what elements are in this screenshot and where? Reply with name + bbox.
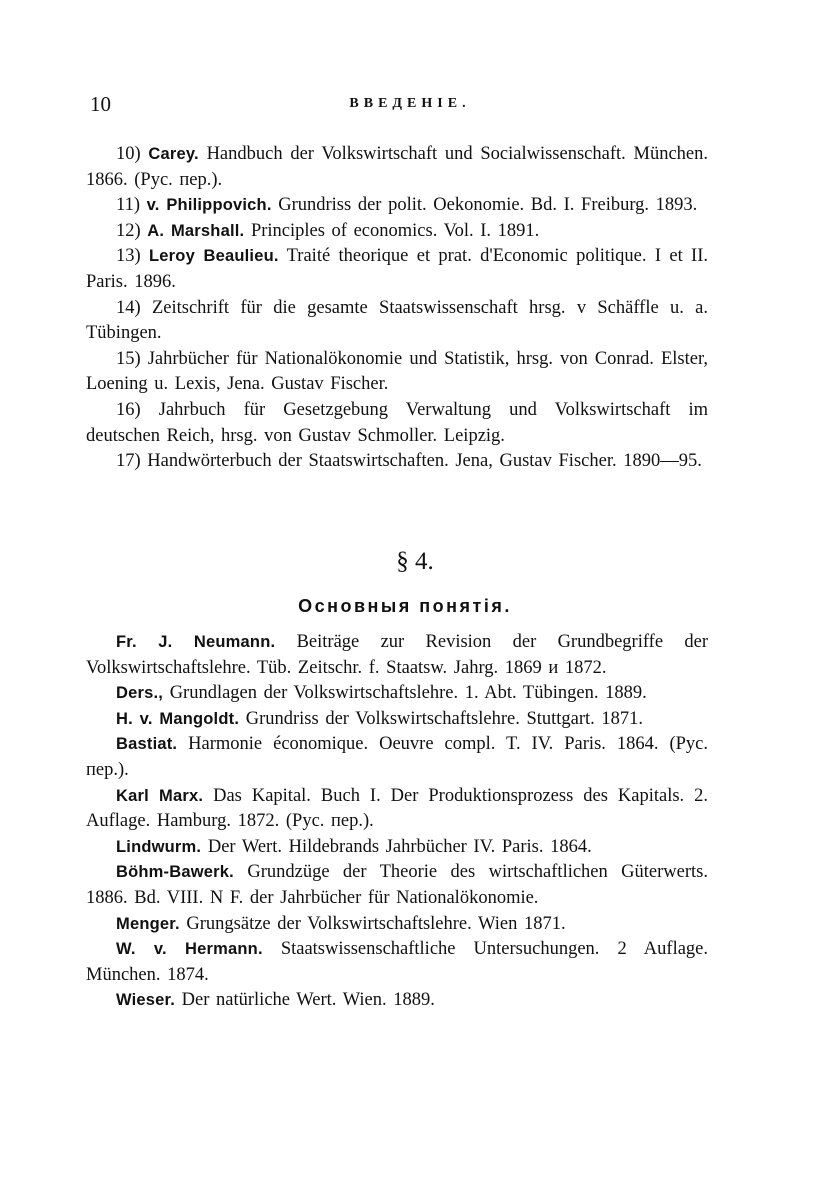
section-number: § 4. [396,548,434,575]
reference-author: Menger. [116,914,180,933]
reference-author: H. v. Mangoldt. [116,709,240,728]
reference-entry: Menger. Grungsätze der Volkswirtschaftslehre. Wien 1871. [116,913,566,934]
reference-entry: Bastiat. Harmonie économique. Oeuvre compl. T. IV. Paris. 1864. (Рус. пер.). [86,734,708,780]
reference-entry: 12) A. Marshall. Principles of economics. Vol. I. 1891. [116,220,540,241]
reference-entry: Lindwurm. Der Wert. Hildebrands Jahrbücher IV. Paris. 1864. [116,836,592,857]
reference-entry: 17) Handwörterbuch der Staatswirtschaften. Jena, Gustav Fischer. 1890—95. [116,451,702,472]
reference-author: A. Marshall. [147,221,245,240]
reference-author: Lindwurm. [116,837,202,856]
reference-entry: Ders., Grundlagen der Volkswirtschaftslehre. 1. Abt. Tübingen. 1889. [116,683,647,704]
reference-author: v. Philippovich. [146,196,272,215]
reference-entry: 16) Jahrbuch für Gesetzgebung Verwaltung und Volkswirtschaft im deutschen Reich, hrsg. von Gustav Schmoller. Leipzig. [86,399,708,446]
reference-author: W. v. Hermann. [116,940,263,959]
reference-author: Bastiat. [116,735,178,754]
reference-entry: Karl Marx. Das Kapital. Buch I. Der Produktionsprozess des Kapitals. 2. Auflage. Hamburg. 1872. (Рус. пер.). [86,785,708,832]
reference-entry: 11) v. Philippovich. Grundriss der polit. Oekonomie. Bd. I. Freiburg. 1893. [116,195,698,216]
reference-author: Fr. J. Neumann. [116,633,276,651]
reference-author: Ders., [116,684,164,703]
reference-author: Böhm-Bawerk. [116,863,234,882]
reference-entry: 10) Carey. Handbuch der Volkswirtschaft und Socialwissenschaft. München. 1866. (Рус. пер.). [86,144,708,190]
reference-author: Karl Marx. [116,786,204,805]
reference-entry: Böhm-Bawerk. Grundzüge der Theorie des wirtschaftlichen Güterwerts. 1886. Bd. VIII. N F. der Jahrbücher für Nationalökonomie. [86,862,708,908]
reference-author: Carey. [148,145,199,163]
reference-entry: Wieser. Der natürliche Wert. Wien. 1889. [116,990,435,1011]
reference-list-section [86,630,708,1014]
reference-list-top [86,142,708,475]
reference-author: Wieser. [116,991,176,1010]
running-head: ВВЕДЕНІЕ. [349,96,471,111]
reference-entry: H. v. Mangoldt. Grundriss der Volkswirtschaftslehre. Stuttgart. 1871. [116,708,644,729]
reference-entry: 13) Leroy Beaulieu. Traité theorique et prat. d'Economic politique. I et II. Paris. 1896. [86,246,709,292]
reference-author: Leroy Beaulieu. [149,247,279,266]
page-header [90,92,730,120]
section-title: Основныя понятія. [298,596,512,616]
page-number: 10 [90,92,111,116]
reference-entry: 15) Jahrbücher für Nationalökonomie und Statistik, hrsg. von Conrad. Elster, Loening u. Lexis, Jena. Gustav Fischer. [86,348,708,395]
reference-entry: W. v. Hermann. Staatswissenschaftliche Untersuchungen. 2 Auflage. München. 1874. [86,939,709,985]
reference-entry: Fr. J. Neumann. Beiträge zur Revision der Grundbegriffe der Volkswirtschaftslehre. Tüb. Zeitschr. f. Staatsw. Jahrg. 1869 и 1872. [86,632,708,678]
reference-entry: 14) Zeitschrift für die gesamte Staatswissenschaft hrsg. v Schäffle u. a. Tübingen. [86,297,709,344]
